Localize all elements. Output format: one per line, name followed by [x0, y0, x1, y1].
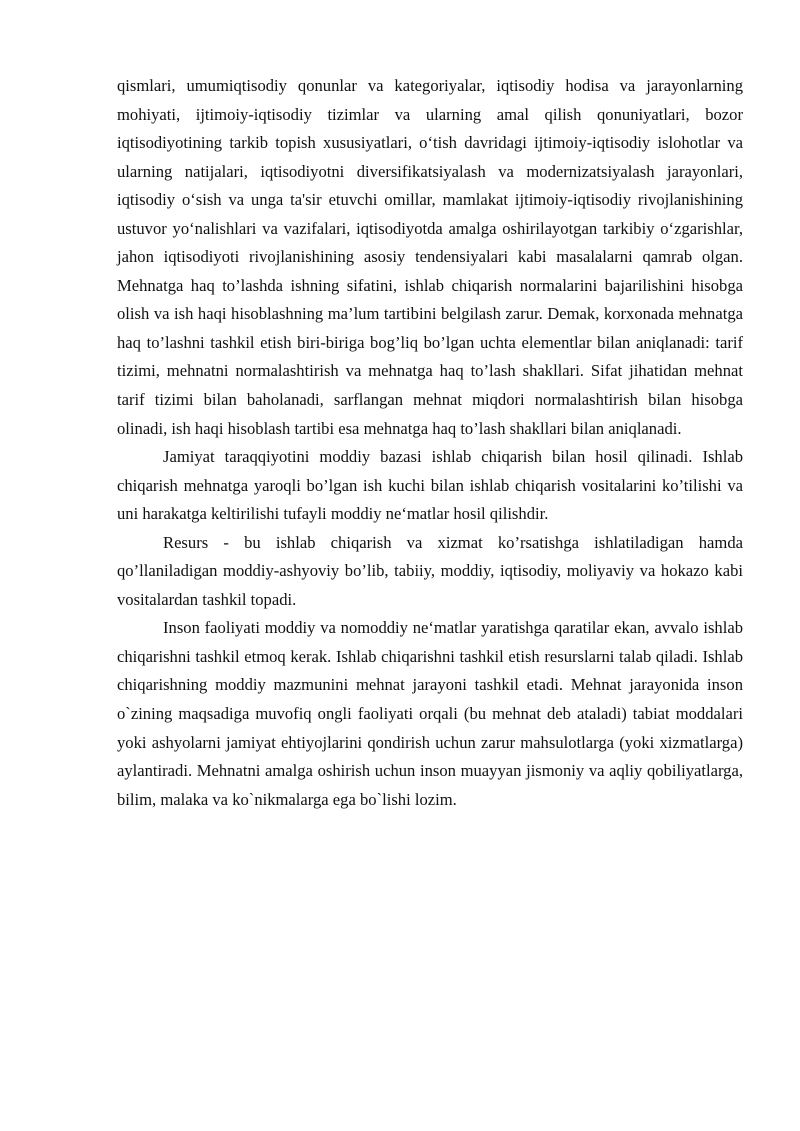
paragraph-3: Resurs - bu ishlab chiqarish va xizmat ko’rsatishga ishlatiladigan hamda qo’llaniladigan moddiy-ashyoviy bo’lib, tabiiy, moddiy, iqtisodiy, moliyaviy va hokazo kabi vositalardan tashkil topadi.: [117, 532, 743, 609]
paragraph-4: Inson faoliyati moddiy va nomoddiy ne‘matlar yaratishga qaratilar ekan, avvalo ishlab chiqarishni tashkil etmoq kerak. Ishlab chiqarishni tashkil etish resurslarni talab qiladi. Ishlab chiqarishning moddiy mazmunini mehnat jarayoni tashkil etadi. Mehnat jarayonida inson o`zining maqsadiga muvofiq ongli faoliyati orqali (bu mehnat deb ataladi) tabiat moddalari yoki ashyolarni jamiyat ehtiyojlarini qondirish uchun zarur mahsulotlarga (yoki xizmatlarga) aylantiradi. Mehnatni amalga oshirish uchun inson muayyan jismoniy va aqliy qobiliyatlarga, bilim, malaka va ko`nikmalarga ega bo`lishi lozim.: [117, 618, 743, 809]
paragraph-2: Jamiyat taraqqiyotini moddiy bazasi ishlab chiqarish bilan hosil qilinadi. Ishlab chiqarish mehnatga yaroqli bo’lgan ish kuchi bilan ishlab chiqarish vositalarini ko’tilishi va uni harakatga keltirilishi tufayli moddiy ne‘matlar hosil qilishdir.: [117, 447, 743, 524]
paragraph-1: qismlari, umumiqtisodiy qonunlar va kategoriyalar, iqtisodiy hodisa va jarayonlarning mohiyati, ijtimoiy-iqtisodiy tizimlar va ularning amal qilish qonuniyatlari, bozor iqtisodiyotining tarkib topish xususiyatlari, o‘tish davridagi ijtimoiy-iqtisodiy islohotlar va ularning natijalari, iqtisodiyotni diversifikatsiyalash va modernizatsiyalash jarayonlari, iqtisodiy o‘sish va unga ta'sir etuvchi omillar, mamlakat ijtimoiy-iqtisodiy rivojlanishining ustuvor yo‘nalishlari va vazifalari, iqtisodiyotda amalga oshirilayotgan tarkibiy o‘zgarishlar, jahon iqtisodiyoti rivojlanishining asosiy tendensiyalari kabi masalalarni qamrab olgan. Mehnatga haq to’lashda ishning sifatini, ishlab chiqarish normalarini bajarilishini hisobga olish va ish haqi hisoblashning ma’lum tartibini belgilash zarur. Demak, korxonada mehnatga haq to’lashni tashkil etish biri-biriga bog’liq bo’lgan uchta elementlar bilan aniqlanadi: tarif tizimi, mehnatni normalashtirish va mehnatga haq to’lash shakllari. Sifat jihatidan mehnat tarif tizimi bilan baholanadi, sarflangan mehnat miqdori normalashtirish bilan hisobga olinadi, ish haqi hisoblash tartibi esa mehnatga haq to’lash shakllari bilan aniqlanadi.: [117, 76, 743, 438]
document-body: [117, 72, 743, 814]
